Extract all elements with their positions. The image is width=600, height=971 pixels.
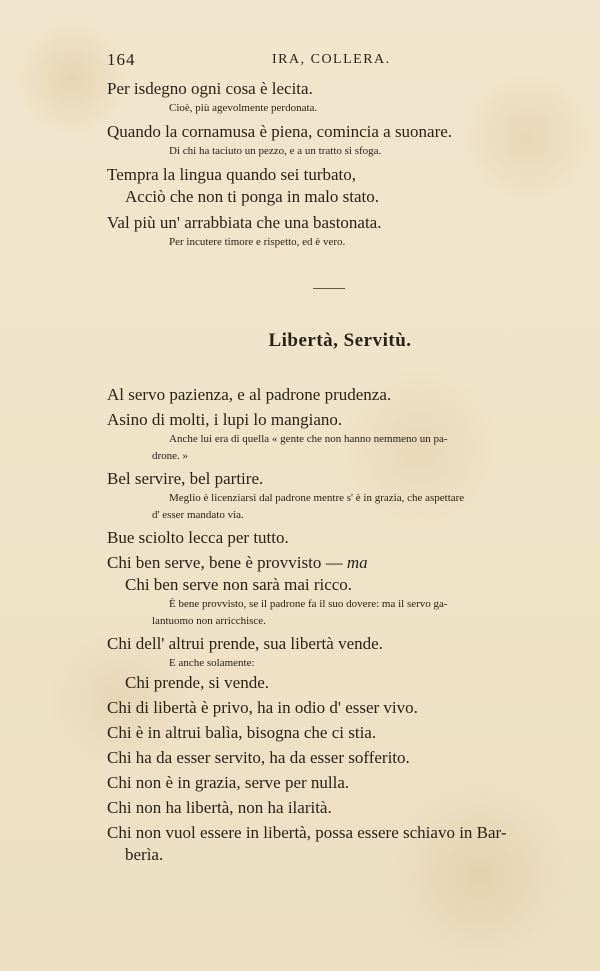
proverb: Bue sciolto lecca per tutto. <box>107 528 289 547</box>
proverb-note: E anche solamente: <box>169 657 255 669</box>
proverb: Chi non ha libertà, non ha ilarità. <box>107 798 332 817</box>
proverb: Al servo pazienza, e al padrone prudenza. <box>107 385 392 404</box>
proverb: Chi non è in grazia, serve per nulla. <box>107 773 350 792</box>
proverb: Chi è in altrui balìa, bisogna che ci stia. <box>107 723 377 742</box>
page-number: 164 <box>107 50 136 69</box>
section-divider <box>313 288 345 289</box>
proverb: Asino di molti, i lupi lo mangiano. <box>107 410 343 429</box>
proverb-continuation: Chi ben serve non sarà mai ricco. <box>125 575 353 594</box>
proverb-note: Cioè, più agevolmente perdonata. <box>169 102 318 114</box>
proverb-note-continuation: lantuomo non arricchisce. <box>152 615 266 627</box>
proverb <box>107 552 567 574</box>
proverb-continuation: Chi prende, si vende. <box>125 673 269 692</box>
top-proverbs <box>107 78 567 251</box>
proverb-note-continuation: d' esser mandato via. <box>152 509 244 521</box>
proverb-continuation: berìa. <box>125 845 164 864</box>
proverb-note: Per incutere timore e rispetto, ed è vero. <box>169 236 346 248</box>
proverb: Bel servire, bel partire. <box>107 469 264 488</box>
proverb-connector: ma <box>346 553 368 572</box>
proverb-note-continuation: drone. » <box>152 450 189 462</box>
section-proverbs <box>107 384 567 866</box>
proverb-note: È bene provvisto, se il padrone fa il suo dovere: ma il servo ga- <box>169 598 448 610</box>
proverb-continuation: Acciò che non ti ponga in malo stato. <box>125 187 379 206</box>
proverb: Val più un' arrabbiata che una bastonata. <box>107 213 382 232</box>
proverb: Chi di libertà è privo, ha in odio d' esser vivo. <box>107 698 418 717</box>
page-header <box>107 50 487 72</box>
proverb: Chi dell' altrui prende, sua libertà vende. <box>107 634 383 653</box>
proverb: Quando la cornamusa è piena, comincia a suonare. <box>107 122 453 141</box>
section-title-text: Libertà, Servitù. <box>268 330 412 351</box>
proverb: Tempra la lingua quando sei turbato, <box>107 165 357 184</box>
proverb-note: Di chi ha taciuto un pezzo, e a un tratto si sfoga. <box>169 145 382 157</box>
proverb-note: Anche lui era di quella « gente che non hanno nemmeno un pa- <box>169 433 448 445</box>
proverb: Per isdegno ogni cosa è lecita. <box>107 79 313 98</box>
proverb-note: Meglio è licenziarsi dal padrone mentre s' è in grazia, che aspettare <box>169 492 465 504</box>
running-title: IRA, COLLERA. <box>272 52 391 67</box>
proverb: Chi ha da esser servito, ha da esser sofferito. <box>107 748 410 767</box>
proverb-text: Chi ben serve, bene è provvisto — <box>107 553 347 572</box>
proverb: Chi non vuol essere in libertà, possa essere schiavo in Bar- <box>107 823 507 842</box>
section-title <box>0 330 600 352</box>
